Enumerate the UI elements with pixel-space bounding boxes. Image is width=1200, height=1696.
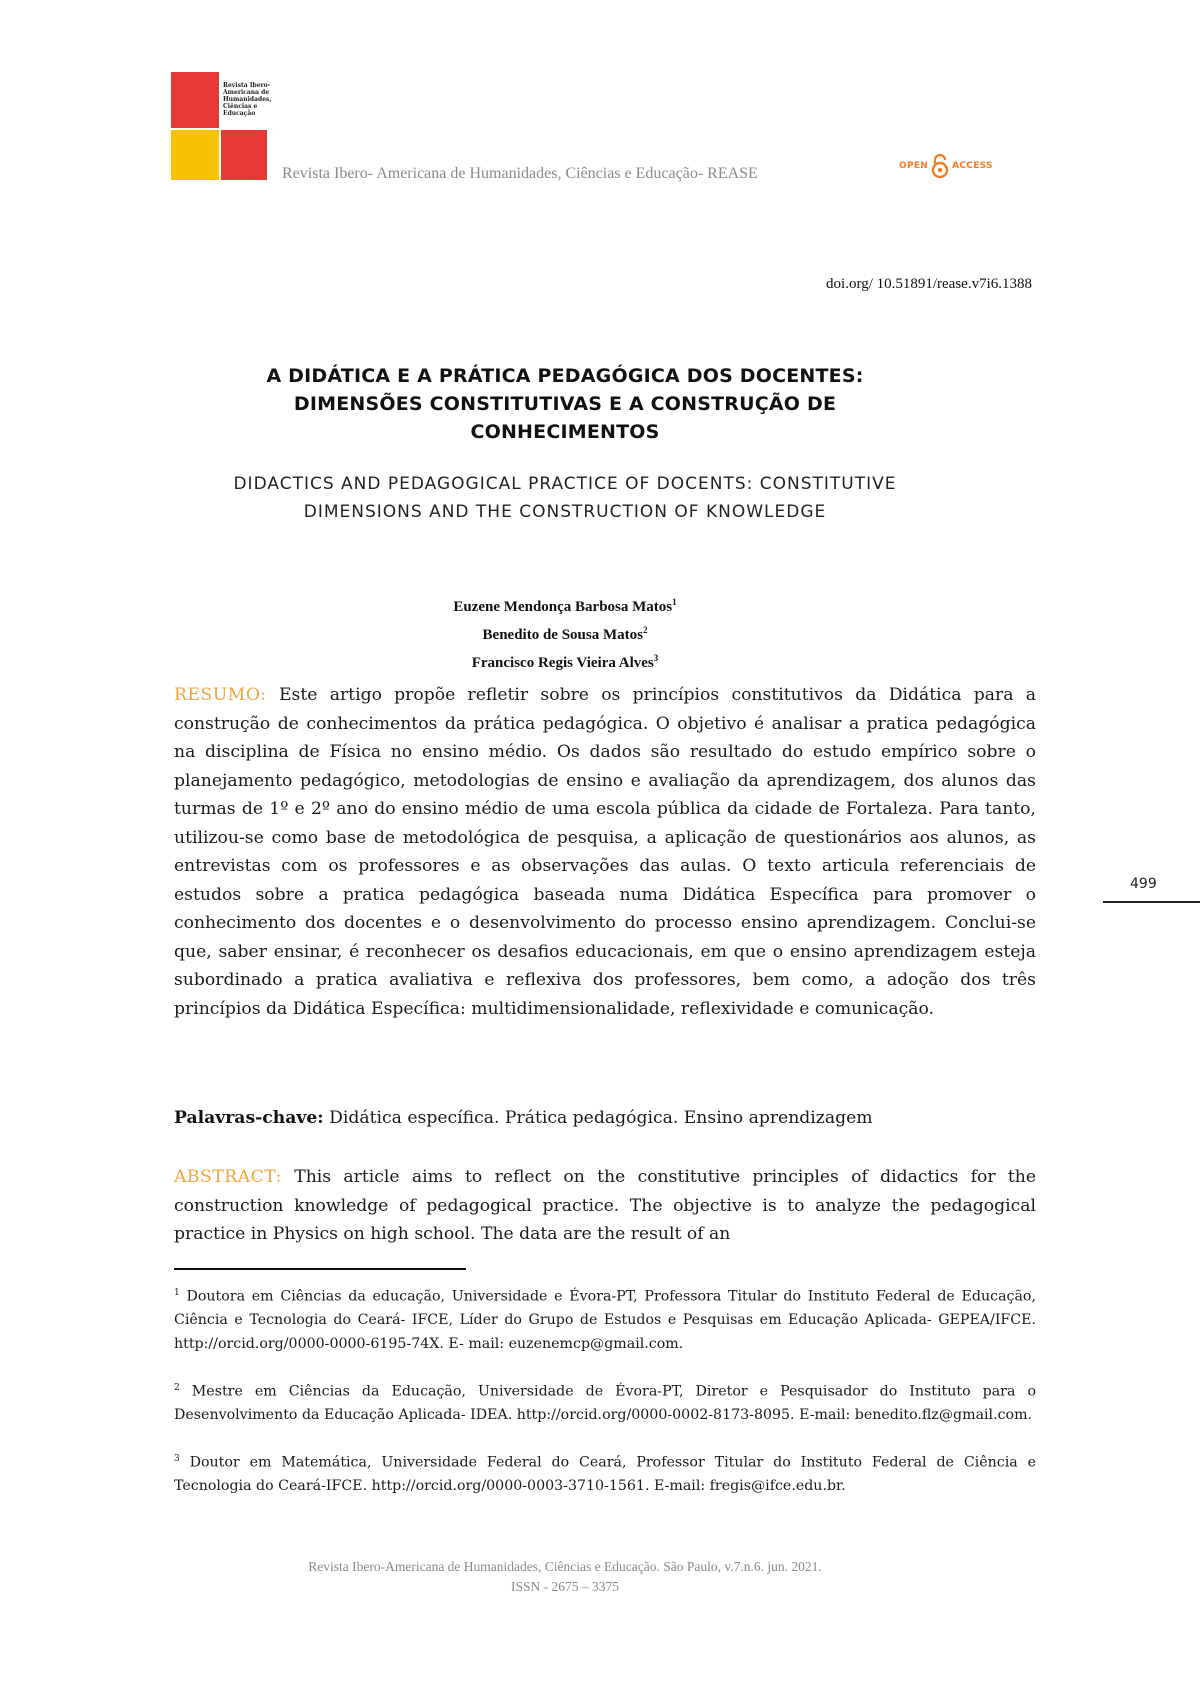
page-number-rule xyxy=(1103,901,1200,903)
footnote-mark: 2 xyxy=(174,1383,180,1393)
title-pt-line: CONHECIMENTOS xyxy=(470,421,660,443)
resumo-label: RESUMO: xyxy=(174,685,267,705)
author-name: Francisco Regis Vieira Alves xyxy=(471,655,654,671)
logo-yellow-block xyxy=(171,130,219,180)
footnote-mark: 3 xyxy=(174,1454,180,1464)
open-access-badge xyxy=(899,152,993,180)
logo-red-block-lower xyxy=(221,130,267,180)
author xyxy=(300,647,830,675)
footnote-separator xyxy=(174,1268,466,1270)
author-footnote-mark[interactable]: 3 xyxy=(653,653,659,663)
title-en-line: DIDACTICS AND PEDAGOGICAL PRACTICE OF DOCENTS: CONSTITUTIVE xyxy=(233,474,897,494)
page-footer xyxy=(200,1557,930,1597)
footer-issn: ISSN - 2675 – 3375 xyxy=(510,1579,619,1594)
footnote xyxy=(174,1282,1036,1356)
title-pt-line: A DIDÁTICA E A PRÁTICA PEDAGÓGICA DOS DOCENTES: xyxy=(266,365,864,387)
keywords-label: Palavras-chave: xyxy=(174,1108,324,1128)
article-title-pt xyxy=(200,362,930,446)
footer-citation: Revista Ibero-Americana de Humanidades, Ciências e Educação. São Paulo, v.7.n.6. jun. 2021. xyxy=(308,1559,822,1574)
resumo-text: Este artigo propõe refletir sobre os princípios constitutivos da Didática para a construção de conhecimentos da prática pedagógica. O objetivo é analisar a pratica pedagógica na disciplina de Física no ensino médio. Os dados são resultado do estudo empírico sobre o planejamento pedagógico, metodologias de ensino e avaliação da aprendizagem, dos alunos das turmas de 1º e 2º ano do ensino médio de uma escola pública da cidade de Fortaleza. Para tanto, utilizou-se como base de metodológica de pesquisa, a aplicação de questionários aos alunos, as entrevistas com os professores e as observações das aulas. O texto articula referenciais de estudos sobre a pratica pedagógica baseada numa Didática Específica para promover o conhecimento dos docentes e o desenvolvimento do processo ensino aprendizagem. Conclui-se que, saber ensinar, é reconhecer os desafios educacionais, em que o ensino aprendizagem esteja subordinado a pratica avaliativa e reflexiva dos professores, bem como, a adoção dos três princípios da Didática Específica: multidimensionalidade, reflexividade e comunicação. xyxy=(174,685,1036,1019)
journal-name: Revista Ibero- Americana de Humanidades, Ciências e Educação- REASE xyxy=(282,165,758,182)
logo-text: Revista Ibero-Americana de Humanidades, Ciências e Educação xyxy=(223,82,272,117)
author-list xyxy=(300,591,830,675)
journal-logo xyxy=(171,72,272,180)
logo-red-block xyxy=(171,72,219,128)
footnote-text: Doutora em Ciências da educação, Universidade e Évora-PT, Professora Titular do Instituto Federal de Educação, Ciência e Tecnologia do Ceará- IFCE, Líder do Grupo de Estudos e Pesquisas em Educação Aplicada- GEPEA/IFCE. http://orcid.org/0000-0000-6195-74X. E- mail: euzenemcp@gmail.com. xyxy=(174,1288,1036,1352)
resumo-paragraph xyxy=(174,681,1036,1023)
author-name: Euzene Mendonça Barbosa Matos xyxy=(453,599,673,615)
author xyxy=(300,619,830,647)
author xyxy=(300,591,830,619)
abstract-text: This article aims to reflect on the constitutive principles of didactics for the construction knowledge of pedagogical practice. The objective is to analyze the pedagogical practice in Physics on high school. The data are the result of an xyxy=(174,1167,1036,1244)
open-access-left: OPEN xyxy=(899,161,929,171)
abstract-label: ABSTRACT: xyxy=(174,1167,282,1187)
footnote-text: Mestre em Ciências da Educação, Universidade de Évora-PT, Diretor e Pesquisador do Instituto para o Desenvolvimento da Educação Aplicada- IDEA. http://orcid.org/0000-0002-8173-8095. E-mail: benedito.flz@gmail.com. xyxy=(174,1383,1036,1424)
abstract-paragraph xyxy=(174,1163,1036,1249)
footnote xyxy=(174,1448,1036,1499)
article-title-en xyxy=(200,470,930,526)
footnote xyxy=(174,1377,1036,1428)
open-access-right: ACCESS xyxy=(952,161,993,171)
open-lock-icon xyxy=(930,153,950,179)
page-number: 499 xyxy=(1130,876,1157,892)
keywords-text: Didática específica. Prática pedagógica. Ensino aprendizagem xyxy=(329,1108,873,1128)
title-pt-line: DIMENSÕES CONSTITUTIVAS E A CONSTRUÇÃO DE xyxy=(293,393,837,415)
doi-link[interactable]: doi.org/ 10.51891/rease.v7i6.1388 xyxy=(826,276,1032,292)
footnote-mark: 1 xyxy=(174,1288,180,1298)
author-footnote-mark[interactable]: 1 xyxy=(672,597,677,607)
title-en-line: DIMENSIONS AND THE CONSTRUCTION OF KNOWLEDGE xyxy=(303,502,827,522)
footnote-text: Doutor em Matemática, Universidade Federal do Ceará, Professor Titular do Instituto Federal de Ciência e Tecnologia do Ceará-IFCE. http://orcid.org/0000-0003-3710-1561. E-mail: fregis@ifce.edu.br. xyxy=(174,1454,1036,1495)
author-footnote-mark[interactable]: 2 xyxy=(642,625,648,635)
author-name: Benedito de Sousa Matos xyxy=(482,627,643,643)
keywords-paragraph xyxy=(174,1104,1036,1133)
